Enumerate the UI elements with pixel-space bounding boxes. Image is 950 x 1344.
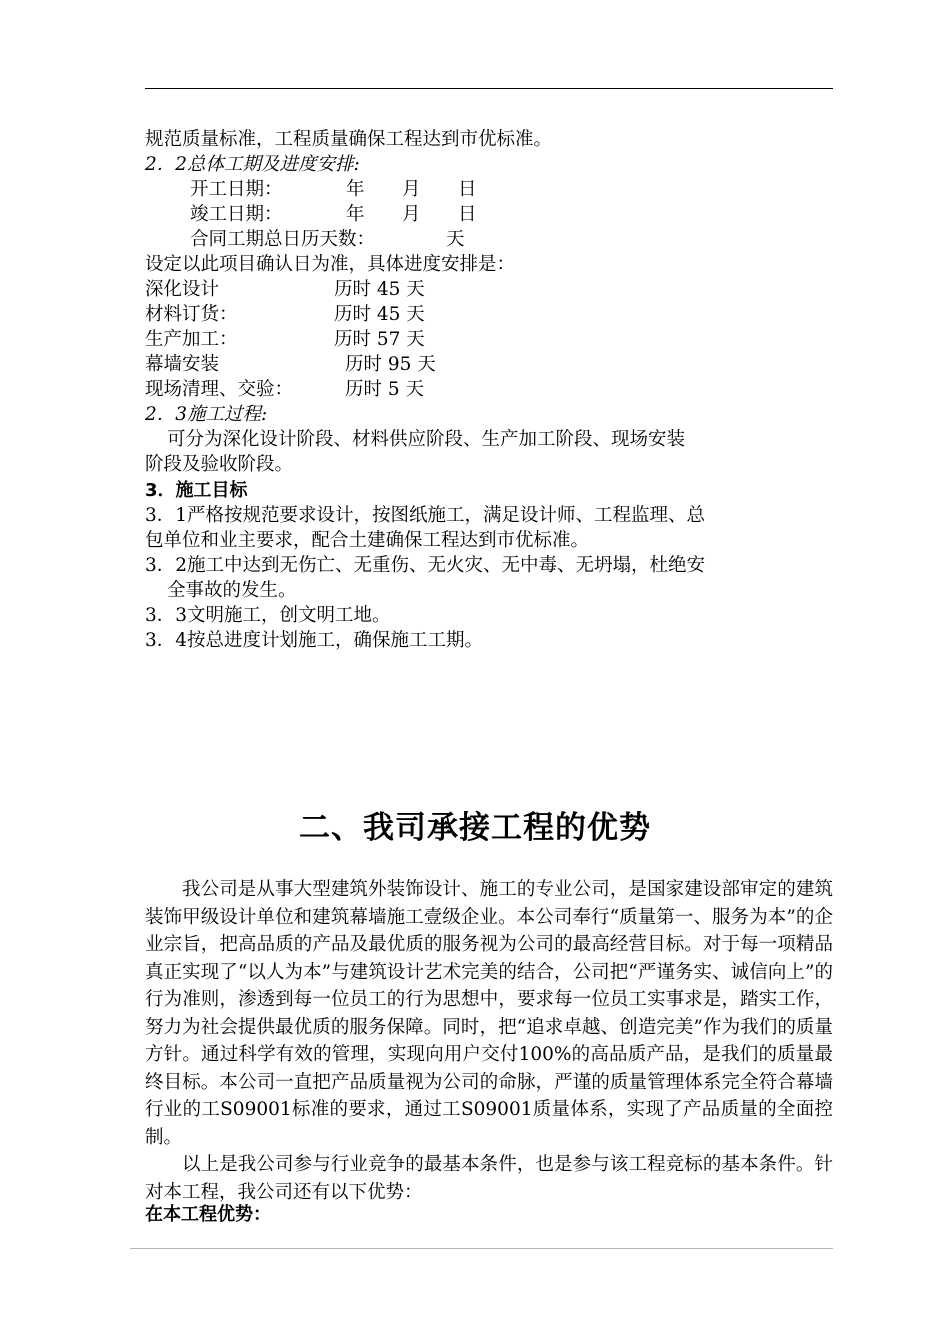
header-rule [145,88,833,89]
continuation-line: 规范质量标准，工程质量确保工程达到市优标准。 [145,129,553,150]
schedule-duration: 历时 57 天 [334,329,425,350]
schedule-duration: 历时 95 天 [345,354,436,375]
section-2-3-title: 2．3施工过程: [145,404,268,425]
conditions-paragraph: 以上是我公司参与行业竞争的最基本条件，也是参与该工程竞标的基本条件。针对本工程，我公司还有以下优势： [145,1154,833,1203]
footer-rule [130,1248,833,1249]
section-2-3-line: 可分为深化设计阶段、材料供应阶段、生产加工阶段、现场安装 [167,429,686,450]
goal-item-line: 包单位和业主要求，配合土建确保工程达到市优标准。 [145,530,590,551]
total-days-label: 合同工期总日历天数： [190,229,376,250]
start-date-label: 开工日期： [190,179,283,200]
goal-item-line: 3．2施工中达到无伤亡、无重伤、无火灾、无中毒、无坍塌，杜绝安 [145,555,706,576]
schedule-task: 现场清理、交验： [145,379,294,400]
advantages-subheading: 在本工程优势： [145,1204,271,1225]
schedule-duration: 历时 45 天 [334,279,425,300]
goal-item-line: 3．3文明施工，创文明工地。 [145,605,391,626]
start-date-year: 年 [346,179,365,200]
section-3-title: 3．施工目标 [145,480,248,501]
schedule-task: 材料订货： [145,304,238,325]
end-date-month: 月 [402,204,421,225]
schedule-task: 深化设计 [145,279,220,300]
section-2-2-title: 2．2总体工期及进度安排: [145,154,360,175]
goal-item-line: 3．4按总进度计划施工，确保施工工期。 [145,630,484,651]
start-date-month: 月 [402,179,421,200]
schedule-duration: 历时 45 天 [334,304,425,325]
section-heading: 二、我司承接工程的优势 [299,810,651,846]
schedule-task: 生产加工： [145,329,238,350]
goal-item-line: 全事故的发生。 [167,580,297,601]
total-days-unit: 天 [446,229,465,250]
start-date-day: 日 [458,179,477,200]
schedule-task: 幕墙安装 [145,354,220,375]
end-date-year: 年 [346,204,365,225]
section-2-3-line: 阶段及验收阶段。 [145,454,294,475]
schedule-duration: 历时 5 天 [345,379,425,400]
end-date-day: 日 [458,204,477,225]
goal-item-line: 3．1严格按规范要求设计，按图纸施工，满足设计师、工程监理、总 [145,505,706,526]
end-date-label: 竣工日期： [190,204,283,225]
advantages-paragraph: 我公司是从事大型建筑外装饰设计、施工的专业公司，是国家建设部审定的建筑装饰甲级设计单位和建筑幕墙施工壹级企业。本公司奉行“质量第一、服务为本”的企业宗旨，把高品质的产品及最优质的服务视为公司的最高经营目标。对于每一项精品真正实现了“以人为本”与建筑设计艺术完美的结合，公司把“严谨务实、诚信向上”的行为准则，渗透到每一位员工的行为思想中，要求每一位员工实事求是，踏实工作，努力为社会提供最优质的服务保障。同时，把“追求卓越、创造完美”作为我们的质量方针。通过科学有效的管理，实现向用户交付100%的高品质产品，是我们的质量最终目标。本公司一直把产品质量视为公司的命脉，严谨的质量管理体系完全符合幕墙行业的工S09001标准的要求，通过工S09001质量体系，实现了产品质量的全面控制。 [145,879,833,1148]
schedule-intro: 设定以此项目确认日为准，具体进度安排是： [145,254,516,275]
